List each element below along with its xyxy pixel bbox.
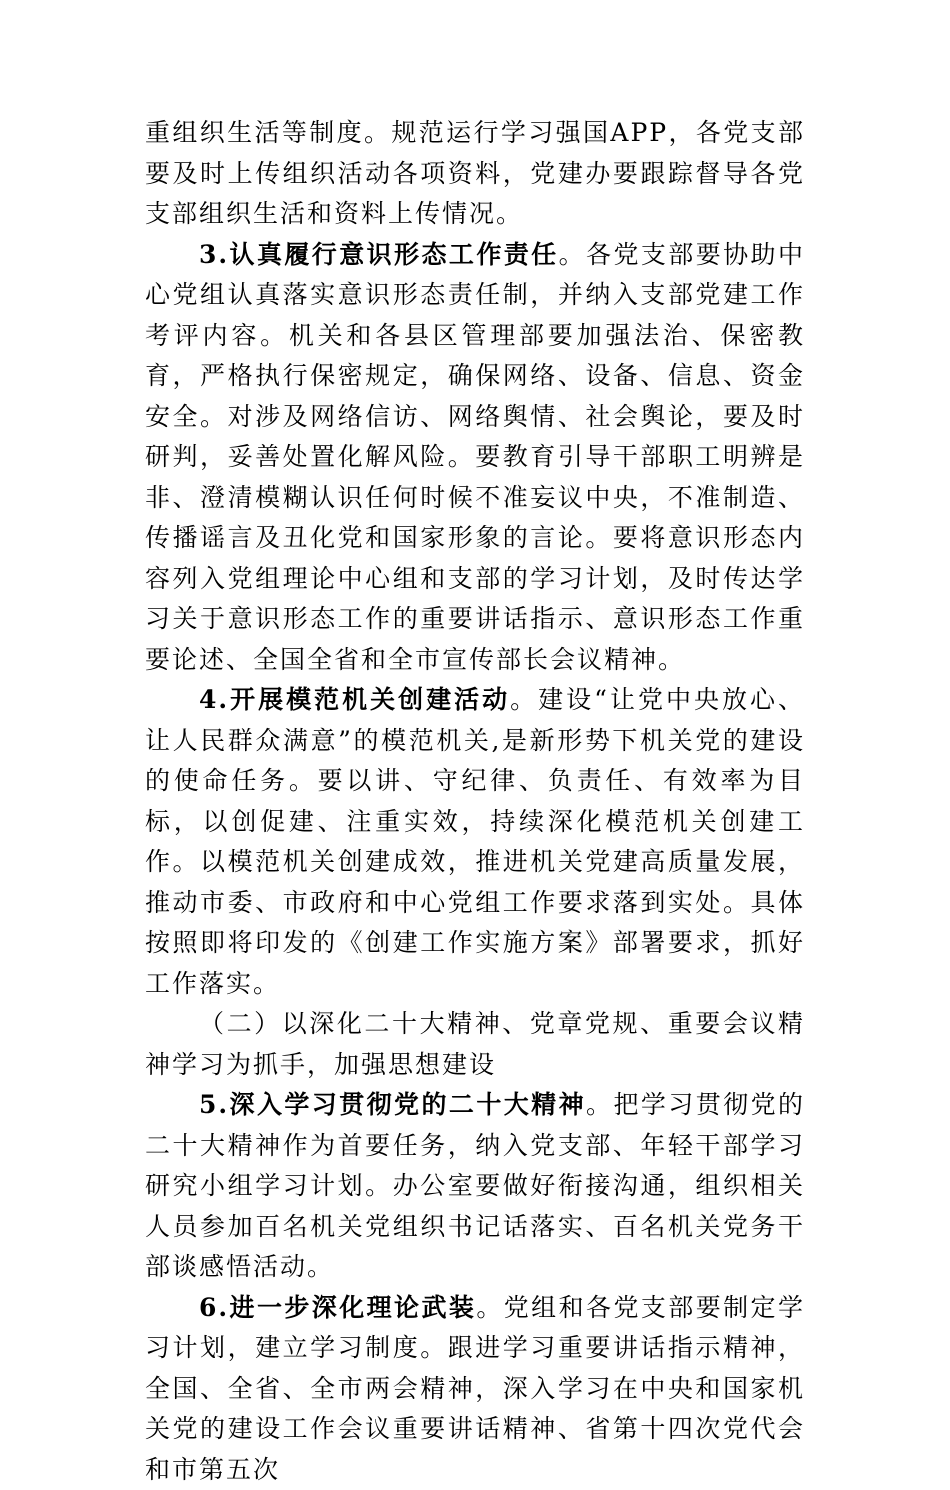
paragraph-text: 。建设“让党中央放心、让人民群众满意”的模范机关,是新形势下机关党的建设的使命任务。要以讲、守纪律、负责任、有效率为目标，以创促建、注重实效，持续深化模范机关创建工作。以模范机关创建成效，推进机关党建高质量发展，推动市委、市政府和中心党组工作要求落到实处。具体按照即将印发的《创建工作实施方案》部署要求，抓好工作落实。 — [145, 685, 805, 998]
section-heading — [145, 1004, 805, 1085]
item-heading: 3.认真履行意识形态工作责任 — [199, 240, 559, 269]
paragraph-item-4 — [145, 680, 805, 1004]
paragraph-item-5 — [145, 1085, 805, 1288]
document-body — [145, 113, 805, 1490]
paragraph-continuation — [145, 113, 805, 235]
paragraph-item-6 — [145, 1288, 805, 1490]
item-heading: 6.进一步深化理论武装 — [199, 1293, 476, 1322]
paragraph-text: 。各党支部要协助中心党组认真落实意识形态责任制，并纳入支部党建工作考评内容。机关和各县区管理部要加强法治、保密教育，严格执行保密规定，确保网络、设备、信息、资金安全。对涉及网络信访、网络舆情、社会舆论，要及时研判，妥善处置化解风险。要教育引导干部职工明辨是非、澄清模糊认识任何时候不准妄议中央，不准制造、传播谣言及丑化党和国家形象的言论。要将意识形态内容列入党组理论中心组和支部的学习计划，及时传达学习关于意识形态工作的重要讲话指示、意识形态工作重要论述、全国全省和全市宣传部长会议精神。 — [145, 240, 805, 674]
section-heading-text: （二）以深化二十大精神、党章党规、重要会议精神学习为抓手，加强思想建设 — [145, 1009, 805, 1079]
item-heading: 5.深入学习贯彻党的二十大精神 — [199, 1090, 586, 1119]
paragraph-text: 。党组和各党支部要制定学习计划，建立学习制度。跟进学习重要讲话指示精神，全国、全省、全市两会精神，深入学习在中央和国家机关党的建设工作会议重要讲话精神、省第十四次党代会和市第五次 — [145, 1293, 805, 1484]
item-heading: 4.开展模范机关创建活动 — [199, 685, 510, 714]
paragraph-item-3 — [145, 235, 805, 681]
paragraph-text: 重组织生活等制度。规范运行学习强国APP，各党支部要及时上传组织活动各项资料，党建办要跟踪督导各党支部组织生活和资料上传情况。 — [145, 118, 805, 228]
paragraph-text: 。把学习贯彻党的二十大精神作为首要任务，纳入党支部、年轻干部学习研究小组学习计划。办公室要做好衔接沟通，组织相关人员参加百名机关党组织书记话落实、百名机关党务干部谈感悟活动。 — [145, 1090, 805, 1281]
